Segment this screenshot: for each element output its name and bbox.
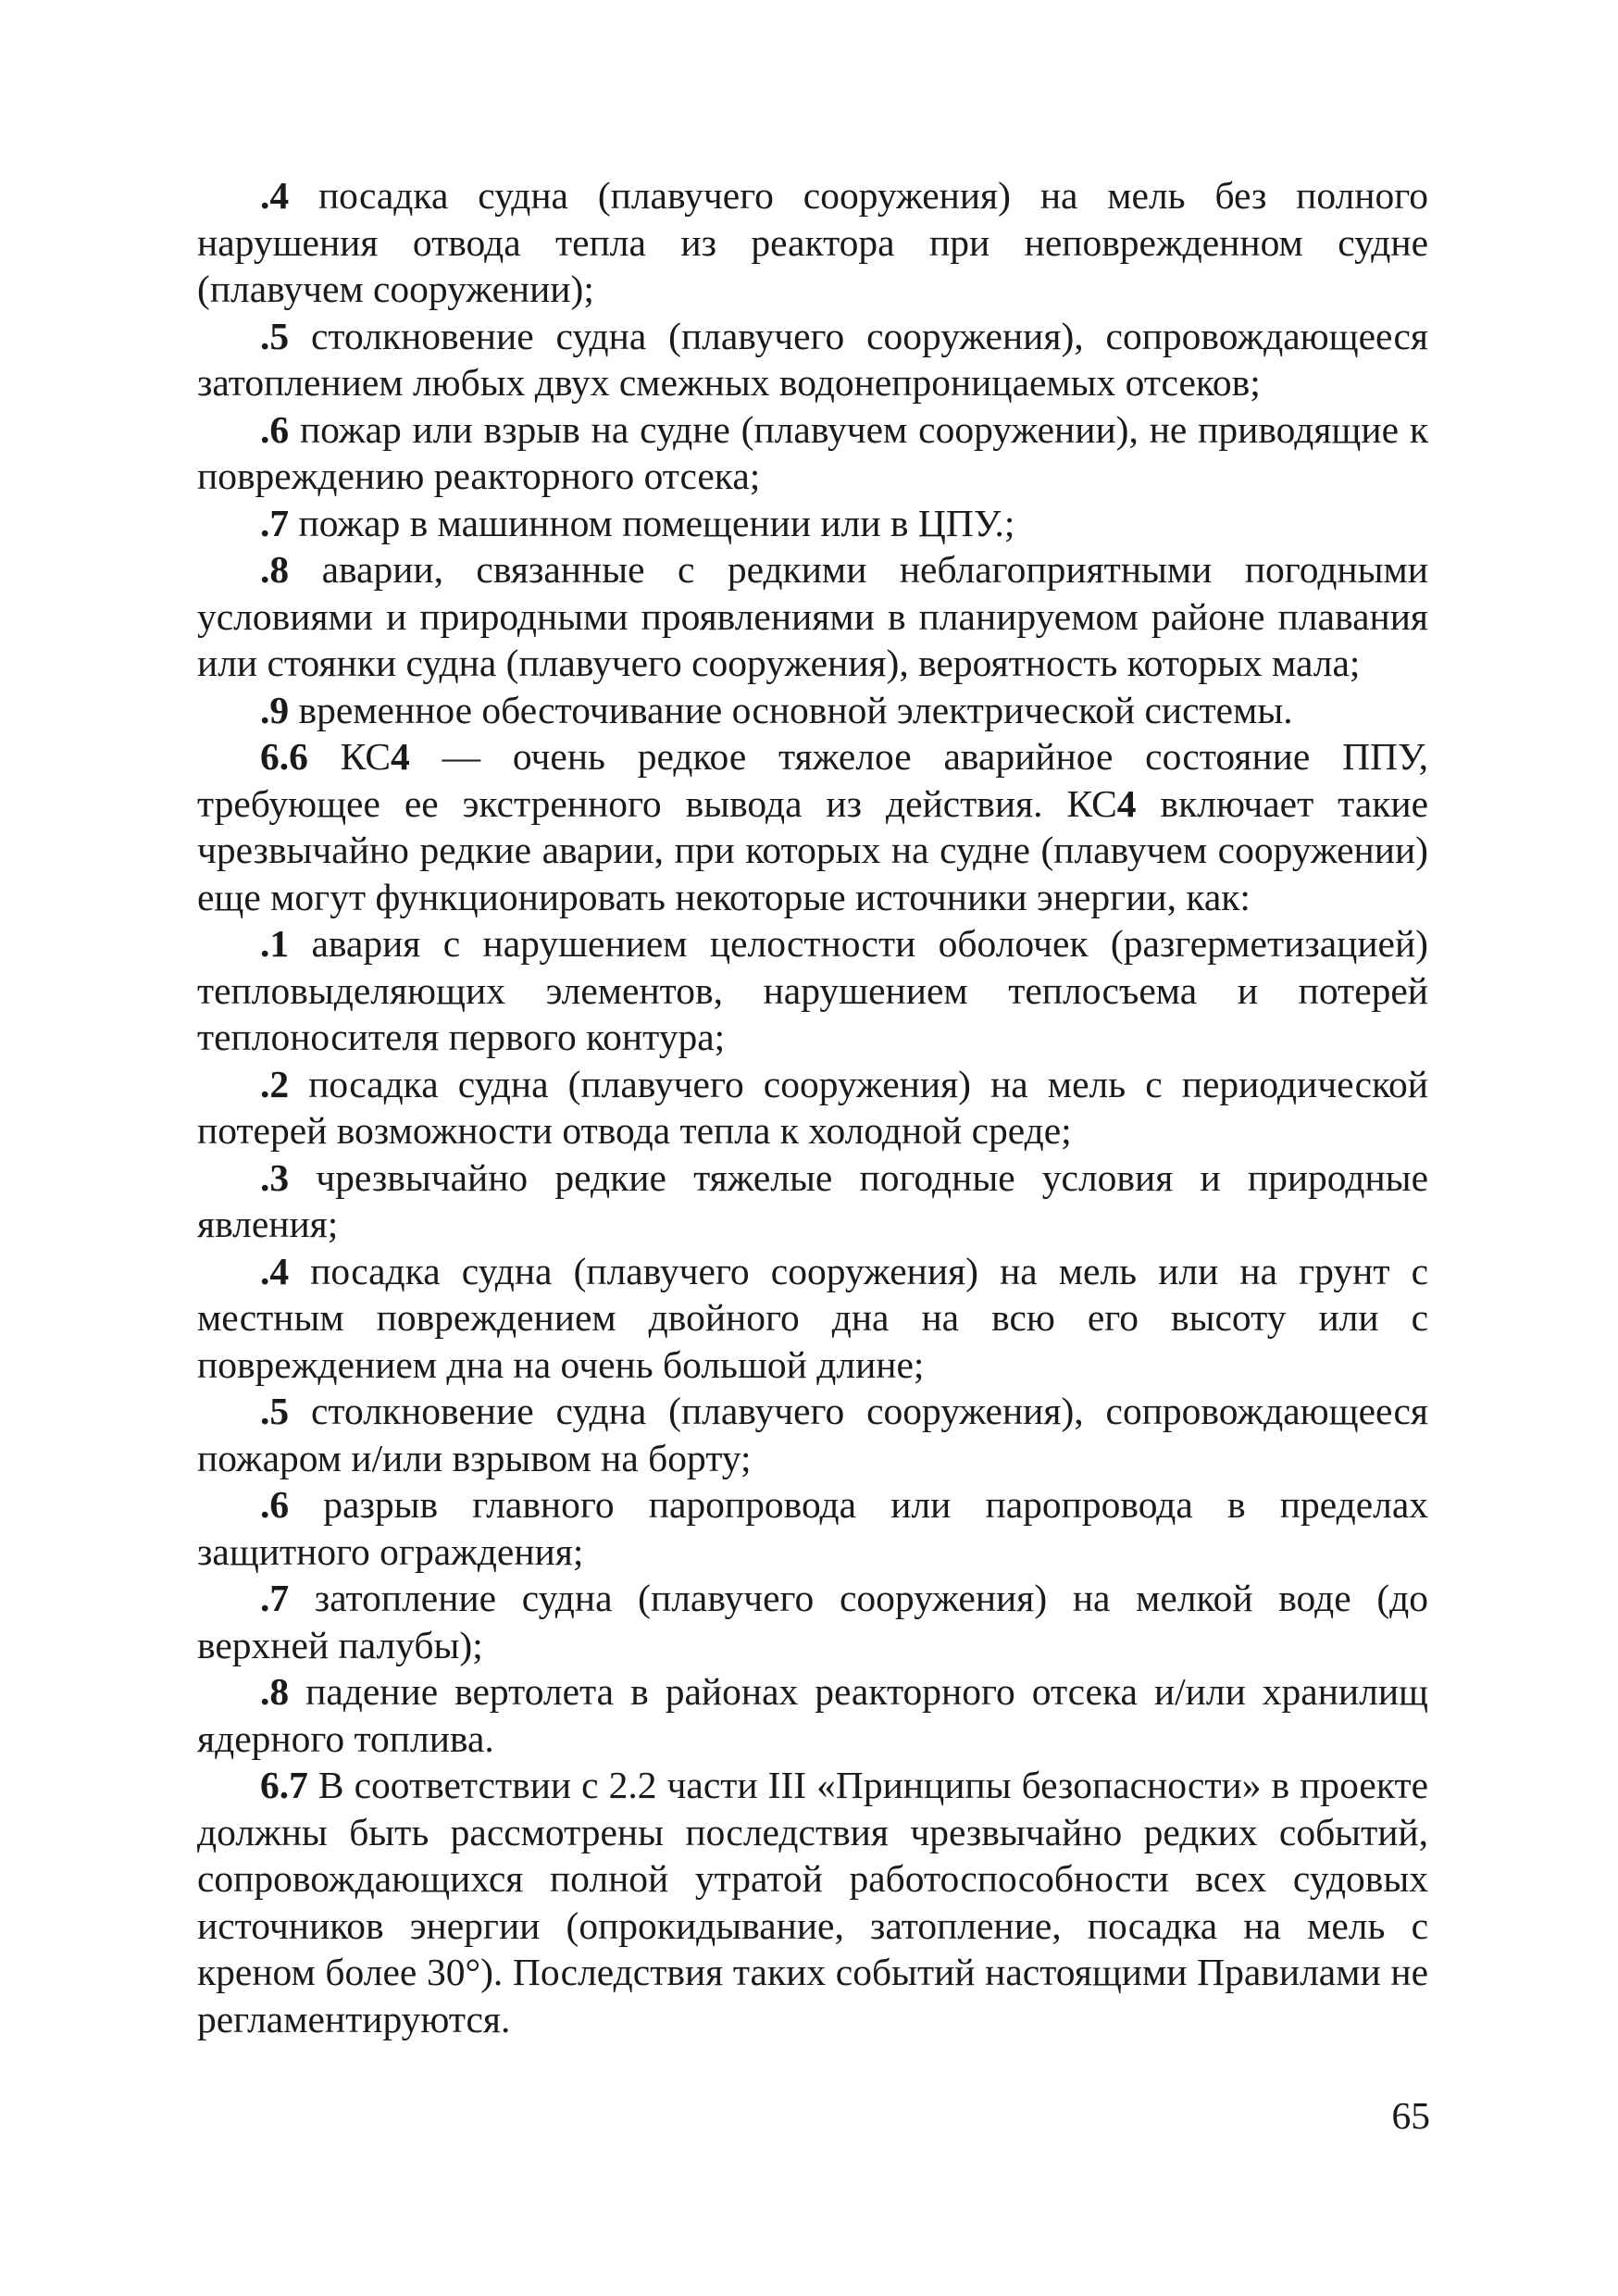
section-text-part: КС (307, 735, 392, 778)
item-text: затопление судна (плавучего сооружения) на мелкой воде (до верхней палубы); (197, 1577, 1428, 1666)
list-item (197, 1668, 1428, 1762)
item-text: посадка судна (плавучего сооружения) на мель или на грунт с местным повреждением двойного дна на всю его высоту или с повреждением дна на очень большой длине; (197, 1249, 1428, 1386)
item-number: .6 (260, 1483, 290, 1526)
section-text-part: включает такие чрезвычайно редкие аварии, при которых на судне (плавучем сооружении) еще могут функционировать некоторые источники энергии, как: (197, 781, 1429, 918)
document-body (197, 172, 1428, 2042)
list-item (197, 172, 1428, 313)
list-item (197, 546, 1428, 687)
item-number: .5 (260, 314, 290, 357)
section-bold-digit: 4 (1116, 781, 1137, 825)
item-text: столкновение судна (плавучего сооружения), сопровождающееся пожаром и/или взрывом на борту; (197, 1390, 1428, 1479)
item-number: .5 (260, 1390, 290, 1432)
item-number: .4 (260, 174, 290, 217)
list-item (197, 1154, 1428, 1248)
list-item (197, 687, 1428, 734)
item-number: .8 (260, 1670, 290, 1713)
item-text: разрыв главного паропровода или паропровода в пределах защитного ограждения; (197, 1483, 1428, 1573)
item-number: .8 (260, 548, 290, 591)
item-number: .3 (260, 1155, 290, 1199)
item-text: посадка судна (плавучего сооружения) на мель без полного нарушения отвода тепла из реактора при неповрежденном судне (плавучем сооружении); (197, 174, 1428, 310)
item-text: авария с нарушением целостности оболочек (разгерметизацией) тепловыделяющих элементов, нарушением теплосъема и потерей теплоносителя первого контура; (197, 922, 1428, 1058)
item-text: пожар в машинном помещении или в ЦПУ.; (289, 501, 1015, 544)
item-number: .9 (260, 688, 290, 731)
list-item (197, 1575, 1428, 1668)
item-text: падение вертолета в районах реакторного отсека и/или хранилищ ядерного топлива. (197, 1670, 1428, 1760)
item-number: .1 (260, 922, 290, 965)
item-text: временное обесточивание основной электрической системы. (289, 688, 1293, 731)
item-text: столкновение судна (плавучего сооружения), сопровождающееся затоплением любых двух смежных водонепроницаемых отсеков; (197, 314, 1428, 404)
list-item (197, 313, 1428, 406)
list-item (197, 1248, 1428, 1389)
page-number: 65 (1391, 2094, 1430, 2137)
list-item (197, 1481, 1428, 1575)
item-number: .4 (260, 1249, 290, 1292)
item-text: чрезвычайно редкие тяжелые погодные условия и природные явления; (197, 1155, 1428, 1245)
item-number: .7 (260, 501, 290, 544)
item-text: аварии, связанные с редкими неблагоприятными погодными условиями и природными проявлениями в планируемом районе плавания или стоянки судна (плавучего сооружения), вероятность которых мала; (197, 548, 1428, 684)
item-number: .6 (260, 407, 290, 451)
list-item (197, 500, 1428, 547)
item-number: .7 (260, 1577, 290, 1619)
item-text: посадка судна (плавучего сооружения) на мель с периодической потерей возможности отвода тепла к холодной среде; (197, 1062, 1428, 1152)
list-item (197, 920, 1428, 1061)
section-text: В соответствии с 2.2 части III «Принципы безопасности» в проекте должны быть рассмотрены последствия чрезвычайно редких событий, сопровождающихся полной утратой работоспособности всех судовых источников энергии (опрокидывание, затопление, посадка на мель с креном более 30°). Последствия таких событий настоящими Правилами не регламентируются. (197, 1764, 1428, 2040)
list-item (197, 1061, 1428, 1154)
section-text-part: — очень редкое тяжелое аварийное состояние ППУ, требующее ее экстренного вывода из действия. КС (197, 735, 1429, 825)
list-item (197, 1388, 1428, 1481)
section-number: 6.6 (260, 735, 308, 778)
list-item (197, 406, 1428, 500)
item-number: .2 (260, 1062, 290, 1105)
section-paragraph (197, 1762, 1428, 2042)
section-paragraph (197, 733, 1428, 920)
section-bold-digit: 4 (391, 735, 410, 778)
section-number: 6.7 (260, 1764, 308, 1806)
item-text: пожар или взрыв на судне (плавучем сооружении), не приводящие к повреждению реакторного отсека; (197, 407, 1428, 497)
